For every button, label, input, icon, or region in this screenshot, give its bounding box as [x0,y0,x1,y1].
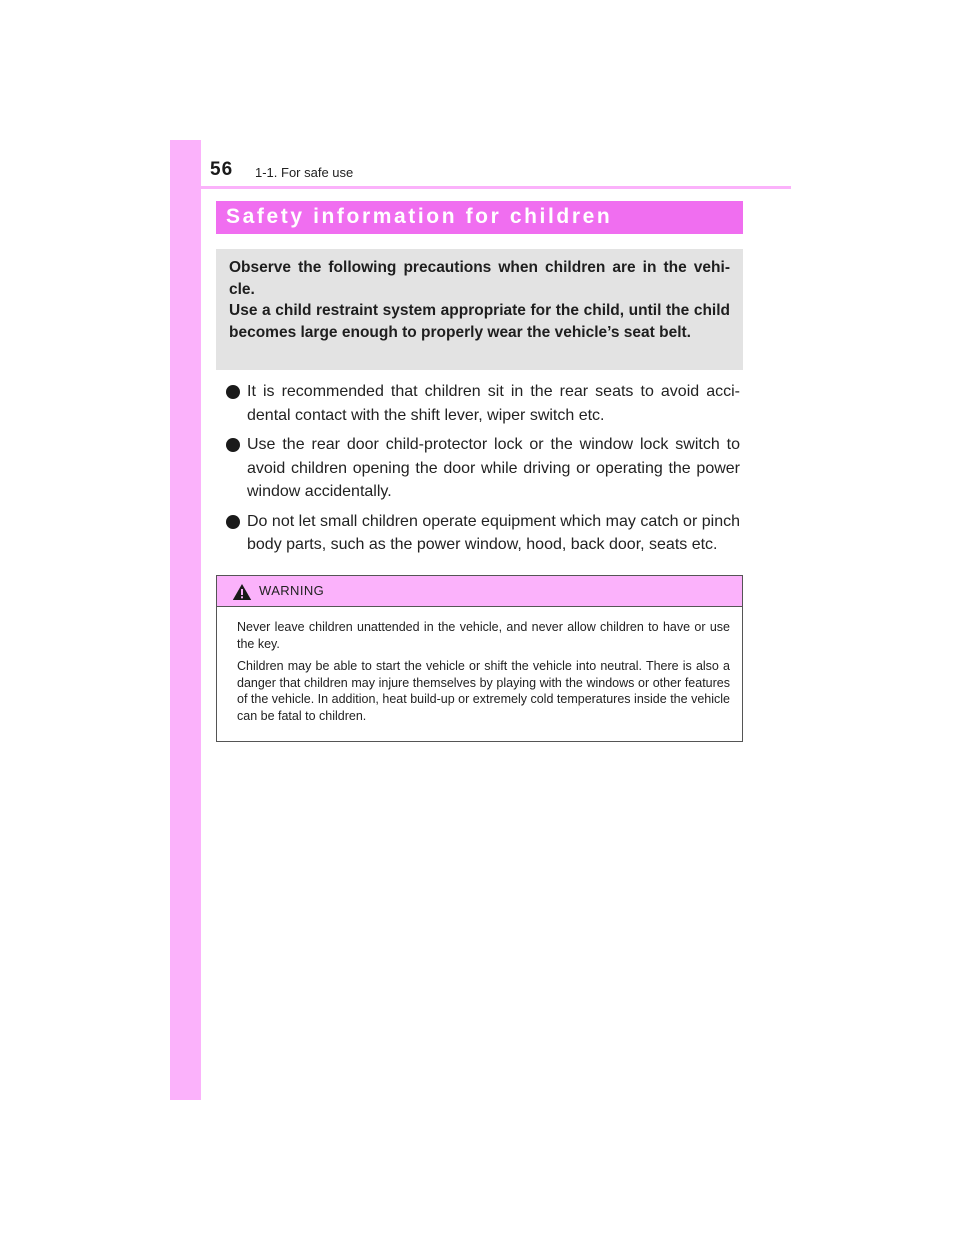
list-item-text: Use the rear door child-protector lock or the window lock switch to avoid children opening the door while driving or operating the power window accidentally. [247,436,740,500]
warning-paragraph: Never leave children unattended in the vehicle, and never allow children to have or use the key. [237,620,730,651]
warning-header [217,576,742,607]
header-divider [201,186,791,189]
side-tab-strip [170,140,201,1100]
precaution-list [226,380,740,563]
list-item-text: It is recommended that children sit in the rear seats to avoid acci-dental contact with the shift lever, wiper switch etc. [247,383,740,424]
list-item [226,510,740,557]
list-item [226,380,740,427]
intro-paragraph: Observe the following precautions when children are in the vehi-cle. [229,259,730,298]
warning-title: WARNING [259,583,325,598]
page-title: Safety information for children [226,205,613,228]
intro-box [216,249,743,370]
bullet-icon [226,515,240,529]
warning-triangle-icon [232,583,252,601]
section-label: 1-1. For safe use [255,165,354,180]
section-title-bar [216,201,743,234]
warning-body [217,607,742,724]
warning-box [216,575,743,742]
list-item [226,433,740,504]
list-item-text: Do not let small children operate equipment which may catch or pinch body parts, such as the power window, hood, back door, seats etc. [247,512,740,553]
bullet-icon [226,385,240,399]
bullet-icon [226,438,240,452]
page-number: 56 [210,159,234,180]
warning-paragraph: Children may be able to start the vehicle or shift the vehicle into neutral. There is also a danger that children may injure themselves by playing with the windows or other features of the vehicle. In addition, heat build-up or extremely cold temperatures inside the vehicle can be fatal to children. [237,659,730,723]
intro-paragraph: Use a child restraint system appropriate for the child, until the child becomes large enough to properly wear the vehicle’s seat belt. [229,302,730,341]
